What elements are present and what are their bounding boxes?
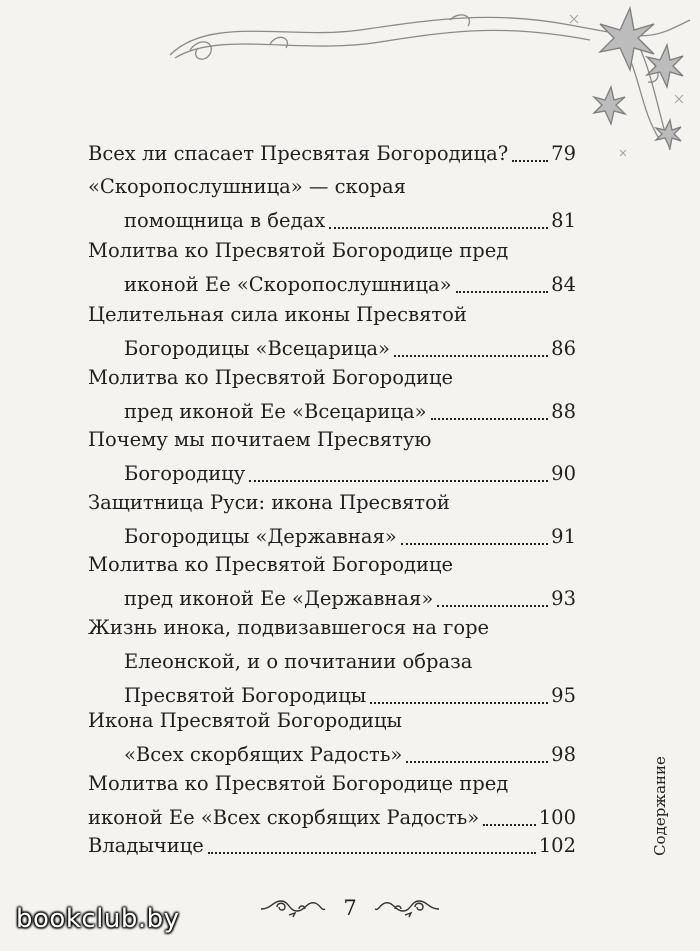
dot-leader — [329, 227, 548, 229]
toc-entry[interactable] — [88, 137, 576, 171]
toc-page-number: 81 — [551, 209, 576, 232]
toc-entry[interactable] — [88, 361, 576, 429]
dot-leader — [512, 160, 548, 162]
toc-page-number: 90 — [551, 462, 576, 485]
toc-entry-title: Почему мы почитаем Пресвятую — [88, 428, 432, 451]
toc-entry-title-cont: «Всех скорбящих Радость» — [124, 743, 403, 766]
dot-leader — [456, 291, 549, 293]
toc-page-number: 100 — [538, 806, 576, 829]
toc-page-number: 88 — [551, 400, 576, 423]
toc-entry-title-cont: иконой Ее «Скоропослушница» — [124, 273, 452, 296]
toc-page-number: 102 — [538, 834, 576, 857]
toc-entry[interactable] — [88, 486, 576, 554]
toc-entry-title-cont: Богородицы «Державная» — [124, 525, 397, 548]
toc-entry-title-cont: пред иконой Ее «Державная» — [124, 587, 434, 610]
toc-entry-title-cont: пред иконой Ее «Всецарица» — [124, 400, 427, 423]
dot-leader — [208, 852, 536, 854]
dot-leader — [406, 761, 548, 763]
toc-entry[interactable] — [88, 611, 576, 713]
dot-leader — [431, 418, 549, 420]
scroll-flourish-icon — [373, 893, 441, 923]
toc-entry-title: Жизнь инока, подвизавшегося на горе — [88, 616, 490, 639]
toc-entry[interactable] — [88, 170, 576, 238]
toc-entry-title: Всех ли спасает Пресвятая Богородица? — [88, 142, 509, 165]
toc-entry-title-cont: помощница в бедах — [124, 209, 326, 232]
dot-leader — [394, 355, 548, 357]
toc-entry[interactable] — [88, 234, 576, 302]
dot-leader — [437, 605, 548, 607]
toc-page-number: 93 — [551, 587, 576, 610]
toc-entry-title: Молитва ко Пресвятой Богородице — [88, 553, 454, 576]
toc-page-number: 98 — [551, 743, 576, 766]
toc-entry[interactable] — [88, 548, 576, 616]
toc-entry-title: Целительная сила иконы Пресвятой — [88, 303, 467, 326]
toc-entry-title: Молитва ко Пресвятой Богородице пред — [88, 239, 509, 262]
toc-entry-title-cont: Богородицы «Всецарица» — [124, 337, 390, 360]
toc-entry-title: Икона Пресвятой Богородицы — [88, 709, 403, 732]
toc-entry-title: Молитва ко Пресвятой Богородице пред — [88, 772, 509, 795]
toc-entry-title: Молитва ко Пресвятой Богородице — [88, 366, 454, 389]
dot-leader — [483, 824, 536, 826]
toc-entry[interactable] — [88, 423, 576, 491]
scroll-flourish-icon — [259, 893, 327, 923]
toc-page-number: 91 — [551, 525, 576, 548]
toc-entry-title: «Скоропослушница» — скорая — [88, 175, 406, 198]
section-side-label: Содержание — [651, 756, 669, 856]
toc-entry-title-cont: иконой Ее «Всех скорбящих Радость» — [88, 806, 480, 829]
page-number: 7 — [343, 896, 357, 920]
toc-page-number: 79 — [551, 142, 576, 165]
toc-page-number: 84 — [551, 273, 576, 296]
toc-entry[interactable] — [88, 829, 576, 863]
toc-page-number: 95 — [551, 684, 576, 707]
toc-page-number: 86 — [551, 337, 576, 360]
toc-entry-title: Владычице — [88, 834, 204, 857]
toc-entry-title-cont: Пресвятой Богородицы — [124, 684, 367, 707]
toc-entry[interactable] — [88, 767, 576, 835]
toc-entry[interactable] — [88, 704, 576, 772]
dot-leader — [249, 480, 548, 482]
watermark-text: bookclub.by — [16, 904, 180, 934]
toc-entry-title-cont: Елеонской, и о почитании образа — [124, 650, 473, 673]
toc-entry-title: Защитница Руси: икона Пресвятой — [88, 491, 450, 514]
toc-entry[interactable] — [88, 298, 576, 366]
dot-leader — [401, 543, 548, 545]
toc-entry-title-cont: Богородицу — [124, 462, 246, 485]
